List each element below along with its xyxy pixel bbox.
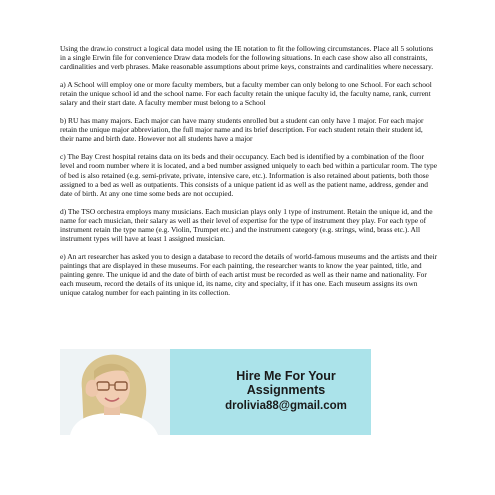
ad-headline-line2: Assignments <box>246 383 326 397</box>
paragraph-d: d) The TSO orchestra employs many musicians. Each musician plays only 1 type of instrument. Retain the unique id, and the name for each musician, their salary as well as their level of expertise for the type of instrument they play. For each type of instrument retain the type name (e.g. Violin, Trumpet etc.) and the instrument category (e.g. strings, wind, brass etc.). All instrument types will have at least 1 assigned musician. <box>60 206 433 243</box>
intro-paragraph: Using the draw.io construct a logical data model using the IE notation to fit the following circumstances. Place all 5 solutions in a single Erwin file for convenience Draw data models for the following situations. In each case show also all constraints, cardinalities and verb phrases. Make reasonable assumptions about prime keys, constraints and cardinalities where necessary. <box>60 44 434 72</box>
paragraph-a: a) A School will employ one or more faculty members, but a faculty member can only belong to one School. For each school retain the unique school id and the school name. For each faculty retain the unique faculty id, the faculty name, rank, current salary and their start date. A faculty member must belong to a School <box>60 80 432 108</box>
ad-email[interactable]: drolivia88@gmail.com <box>225 400 347 412</box>
ad-text-block <box>202 369 370 414</box>
ad-headline-line1: Hire Me For Your <box>236 369 336 383</box>
ad-banner[interactable] <box>60 349 371 435</box>
document-body <box>60 44 438 306</box>
woman-portrait-icon <box>60 349 170 435</box>
paragraph-e: e) An art researcher has asked you to design a database to record the details of world-famous museums and the artists and their paintings that are displayed in these museums. For each painting, the researcher wants to know the year painted, title, and painting genre. The unique id and the date of birth of each artist must be recorded as well as their name and nationality. For each museum, record the details of its unique id, its name, city and specialty, if it has one. Each museum assigns its own unique catalog number for each painting in its collection. <box>60 251 438 298</box>
paragraph-c: c) The Bay Crest hospital retains data on its beds and their occupancy. Each bed is identified by a combination of the floor level and room number where it is located, and a bed number assigned uniquely to each bed within a particular room. The type of bed is also retained (e.g. semi-private, private, intensive care, etc.). Information is also retained about patients, both those assigned to a bed as well as outpatients. This consists of a unique patient id as well as the patient name, address, gender and date of birth. At any one time some beds are not occupied. <box>60 152 437 198</box>
woman-with-glasses-photo <box>60 349 170 435</box>
paragraph-b: b) RU has many majors. Each major can have many students enrolled but a student can only have 1 major. For each major retain the unique major abbreviation, the full major name and its brief description. For each student retain their student id, their name and birth date. However not all students have a major <box>60 116 424 144</box>
